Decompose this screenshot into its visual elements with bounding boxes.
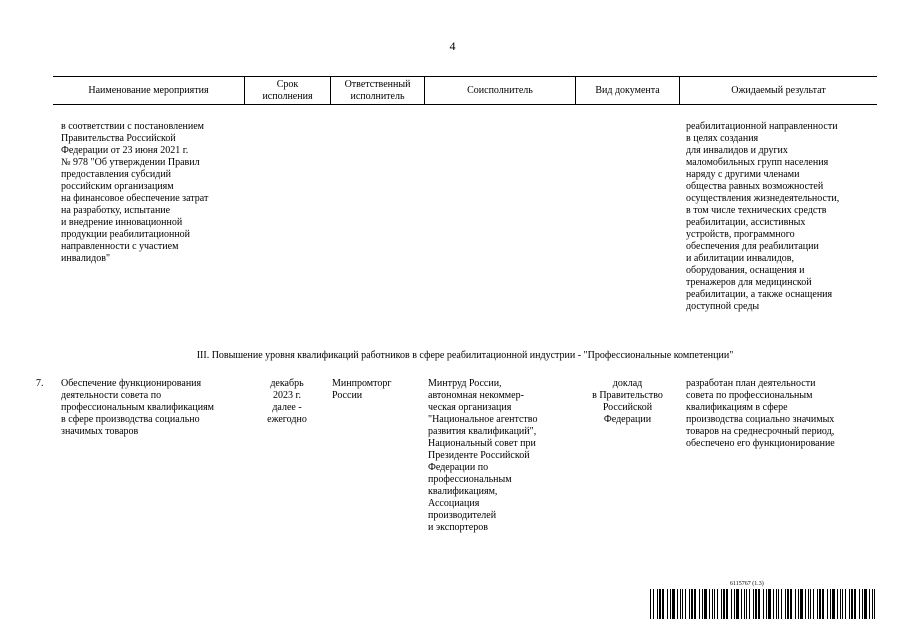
barcode-bar (712, 589, 713, 619)
barcode-bar (763, 589, 764, 619)
barcode-bar (741, 589, 742, 619)
barcode-bar (845, 589, 846, 619)
barcode-bar (819, 589, 821, 619)
barcode-bar (755, 589, 757, 619)
barcode-bar (864, 589, 867, 619)
barcode-bar (672, 589, 675, 619)
barcode-bar (778, 589, 779, 619)
barcode-bar (781, 589, 782, 619)
barcode-bar (813, 589, 814, 619)
barcode-bar (650, 589, 651, 619)
barcode-bar (694, 589, 696, 619)
barcode-bar (685, 589, 686, 619)
barcode-bar (670, 589, 671, 619)
barcode-bar (859, 589, 860, 619)
barcode-bar (726, 589, 728, 619)
row7-coexecutor: Минтруд России, автономная некоммер- ческая организация "Национальное агентство развития квалификаций", Национальный совет при Президенте Российской Федерации по профессиональным квалификациям, Ассоциация производителей и экспортеров (428, 378, 538, 533)
continued-row-result: реабилитационной направленности в целях создания для инвалидов и других маломобильных групп населения наряду с другими членами общества равных возможностей осуществления жизнедеятельности, в том числе технических средств реабилитации, ассистивных устройств, программного обеспечения для реабилитации и абилитации инвалидов, оборудования, оснащения и тренажеров для медицинской реабилитации, а также оснащения доступной среды (686, 121, 840, 312)
continued-row-name: в соответствии с постановлением Правительства Российской Федерации от 23 июня 2021 г. № 978 "Об утверждении Правил предоставления субсидий российским организациям на финансовое обеспечение затрат на разработку, испытание и внедрение инновационной продукции реабилитационной направленности с участием инвалидов" (61, 121, 209, 264)
header-doc-type: Вид документа (595, 85, 660, 96)
barcode-bar (667, 589, 668, 619)
barcode-bar (704, 589, 707, 619)
barcode-bar (723, 589, 725, 619)
barcode-bar (842, 589, 843, 619)
page-number: 4 (449, 39, 456, 53)
header-coexecutor: Соисполнитель (467, 85, 533, 96)
header-responsible: Ответственный исполнитель (344, 79, 411, 102)
barcode-bar (753, 589, 754, 619)
barcode-bar (691, 589, 693, 619)
barcode-bar (682, 589, 683, 619)
barcode-bar (849, 589, 850, 619)
barcode-bar (734, 589, 735, 619)
barcode-bar (680, 589, 681, 619)
barcode-bar (790, 589, 792, 619)
barcode-bar (851, 589, 853, 619)
barcode-bar (659, 589, 661, 619)
barcode-bar (662, 589, 664, 619)
barcode-bar (731, 589, 732, 619)
barcode-bar (714, 589, 715, 619)
barcode-bar (736, 589, 739, 619)
barcode-bar (768, 589, 771, 619)
barcode-bar (785, 589, 786, 619)
barcode-bar (766, 589, 767, 619)
barcode-bar (746, 589, 747, 619)
row7-deadline: декабрь 2023 г. далее - ежегодно (267, 378, 307, 425)
barcode-bar (657, 589, 658, 619)
row7-doc-type: доклад в Правительство Российской Федерации (592, 378, 663, 425)
row-number: 7. (36, 378, 44, 389)
barcode-bar (817, 589, 818, 619)
barcode-bar (744, 589, 745, 619)
barcode-bar (717, 589, 718, 619)
barcode-bar (653, 589, 654, 619)
section-title: III. Повышение уровня квалификаций работников в сфере реабилитационной индустрии - "Профессиональные компетенции" (196, 350, 734, 361)
barcode-bar (798, 589, 799, 619)
barcode-bar (837, 589, 838, 619)
barcode-bar (689, 589, 690, 619)
barcode-bar (830, 589, 831, 619)
barcode-bar (810, 589, 811, 619)
barcode-bar (699, 589, 700, 619)
barcode-bar (749, 589, 750, 619)
barcode-bar (721, 589, 722, 619)
barcode-bar (822, 589, 824, 619)
barcode-bar (827, 589, 828, 619)
barcode-bar (702, 589, 703, 619)
barcode-bar (758, 589, 760, 619)
row7-name: Обеспечение функционирования деятельности совета по профессиональным квалификациям в сфере производства социально значимых товаров (61, 378, 214, 437)
barcode-bar (795, 589, 796, 619)
barcode-bar (800, 589, 803, 619)
barcode-bar (773, 589, 774, 619)
barcode-bar (840, 589, 841, 619)
barcode (650, 589, 878, 619)
barcode-bar (872, 589, 873, 619)
barcode-bar (709, 589, 710, 619)
header-deadline: Срок исполнения (262, 79, 313, 102)
barcode-bar (854, 589, 856, 619)
barcode-bar (805, 589, 806, 619)
barcode-bar (869, 589, 870, 619)
barcode-bar (677, 589, 678, 619)
barcode-bar (808, 589, 809, 619)
barcode-caption: 6115767 (1.3) (730, 581, 764, 587)
header-result: Ожидаемый результат (731, 85, 826, 96)
header-name: Наименование мероприятия (88, 85, 209, 96)
barcode-bar (787, 589, 789, 619)
row7-result: разработан план деятельности совета по профессиональным квалификациям в сфере производства социально значимых товаров на среднесрочный период, обеспечено его функционирование (686, 378, 835, 449)
header-bottom-rule (53, 104, 877, 105)
row7-responsible: Минпромторг России (332, 378, 392, 401)
barcode-bar (776, 589, 777, 619)
barcode-bar (832, 589, 835, 619)
header-top-rule (53, 76, 877, 77)
barcode-bar (874, 589, 875, 619)
barcode-bar (862, 589, 863, 619)
